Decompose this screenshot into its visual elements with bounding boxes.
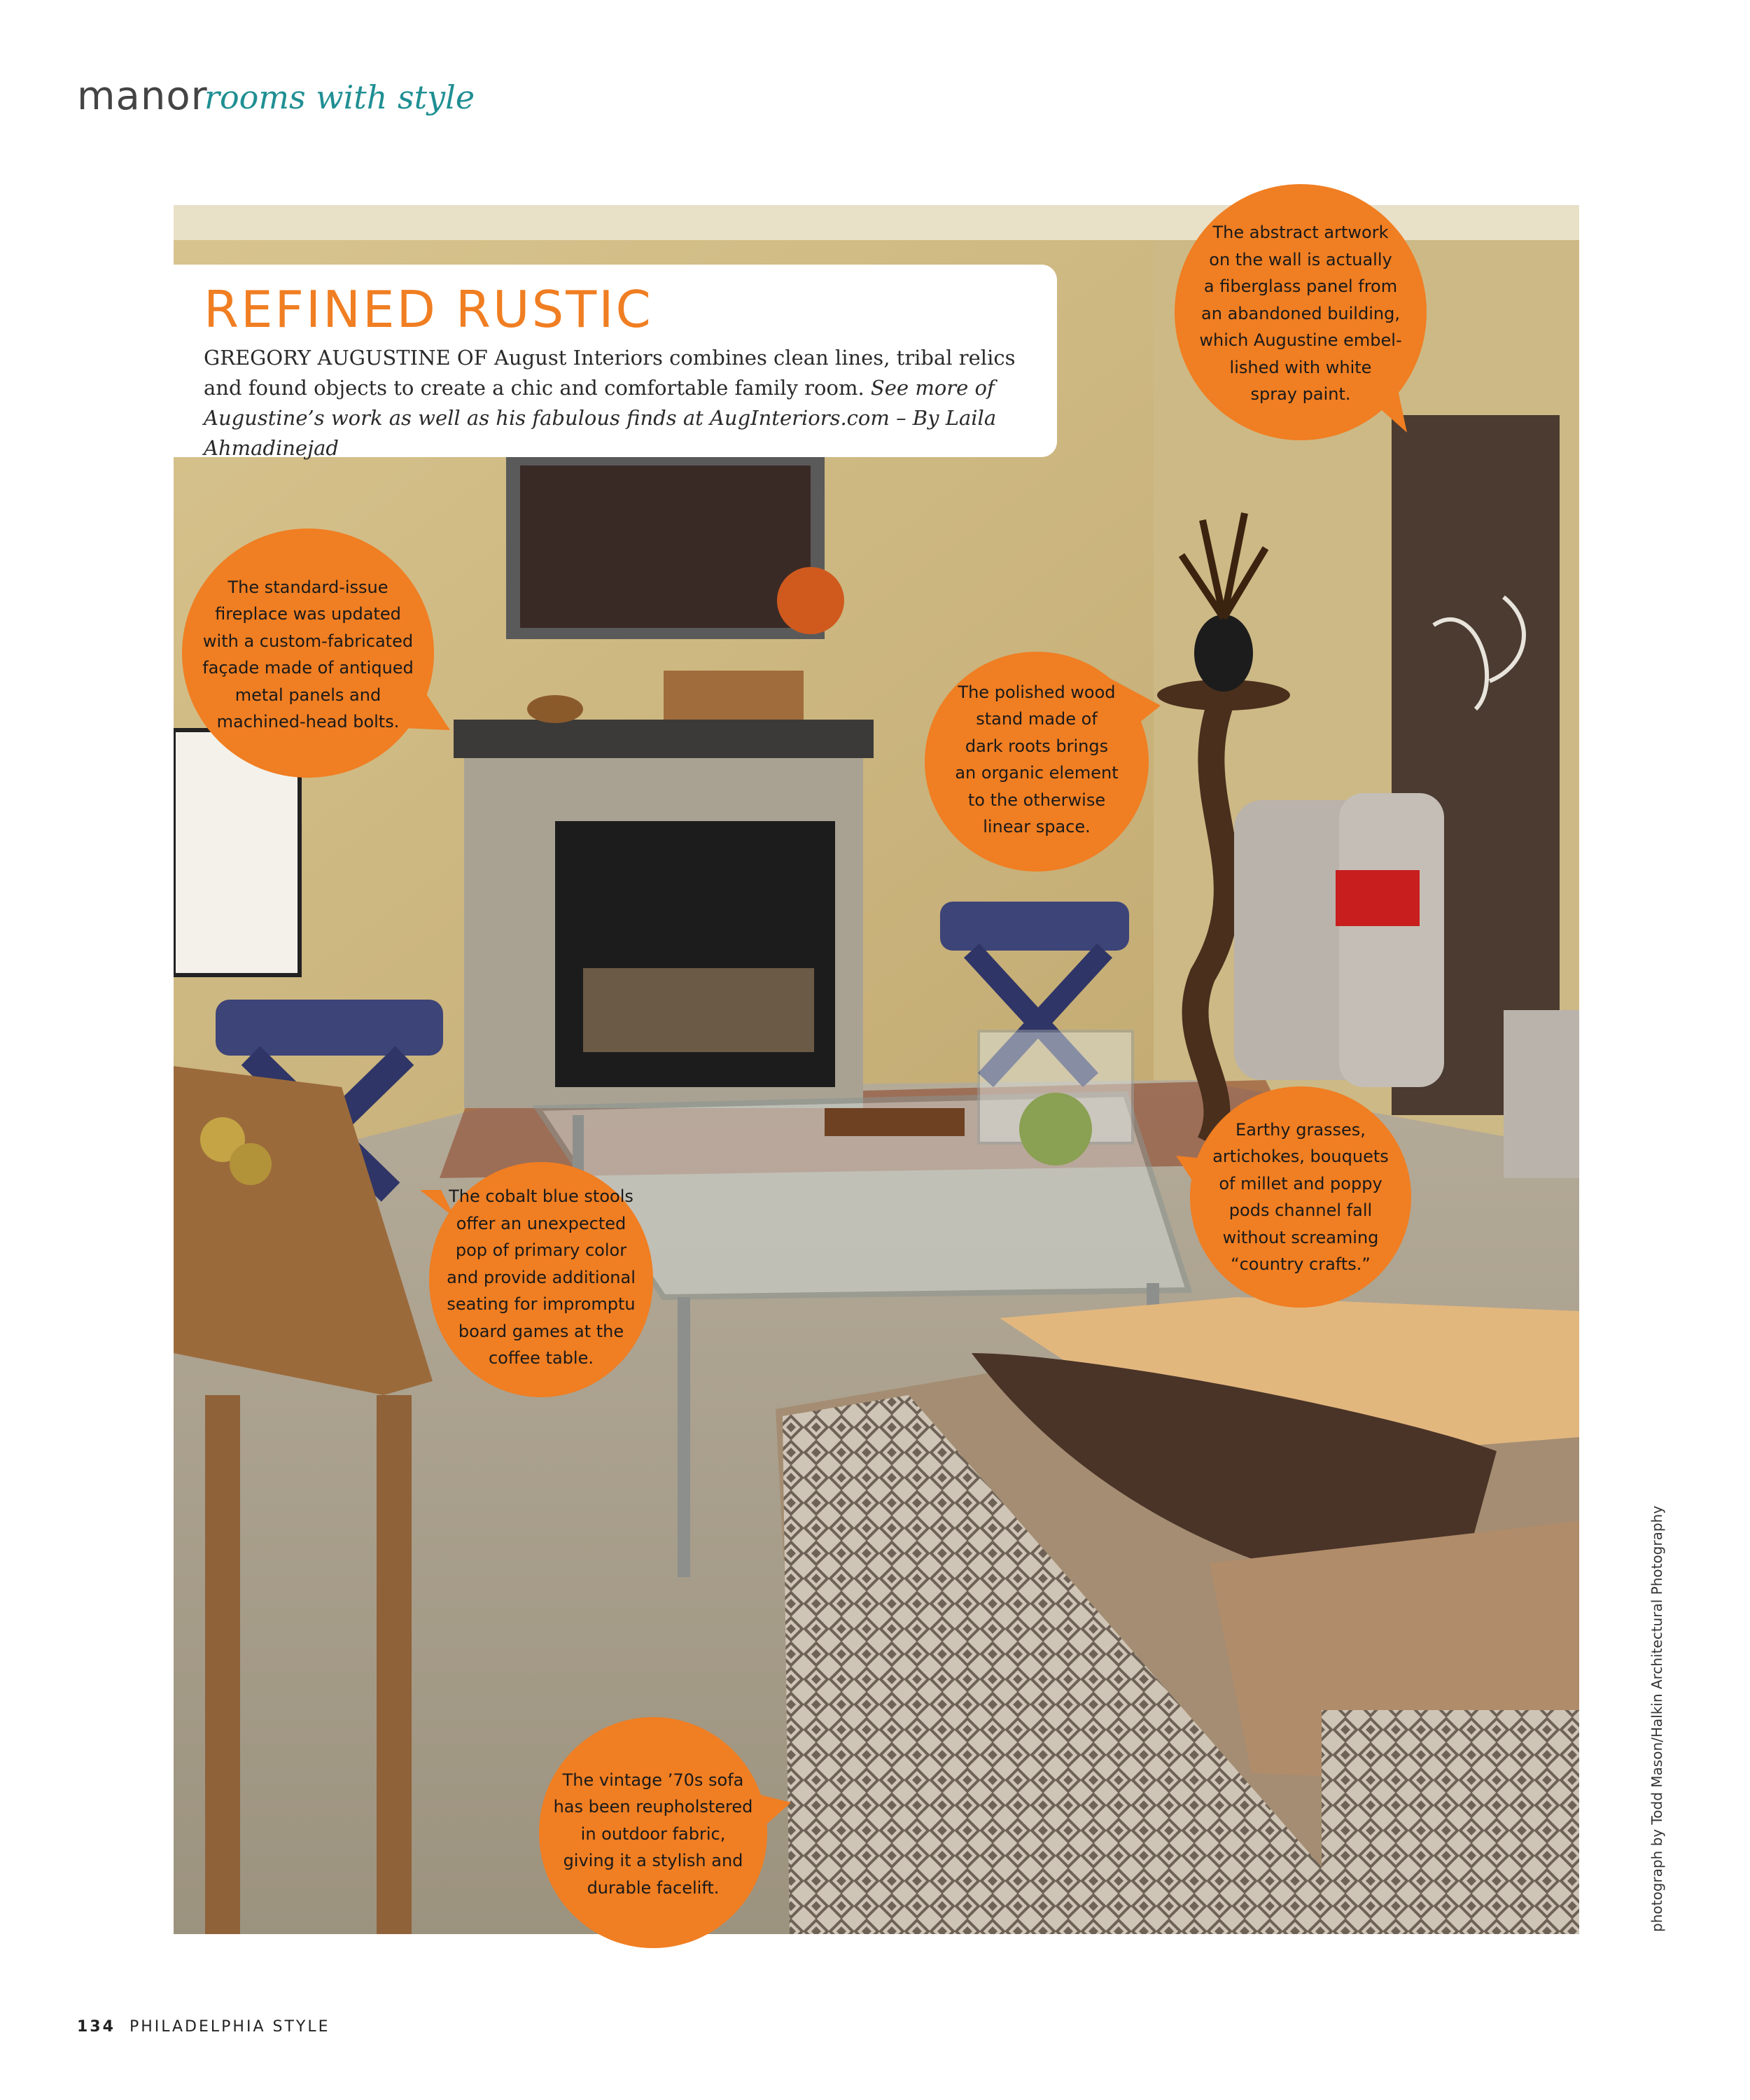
intro-body: August Interiors combines clean lines, tribal relics and found objects to create a chic and comfortable family room. bbox=[204, 346, 1016, 400]
callout-artwork bbox=[1166, 181, 1446, 447]
section-name: manor bbox=[77, 74, 208, 119]
callout-sofa-text: The vintage ’70s sofa has been reupholstered in outdoor fabric, giving it a stylish and durable facelift. bbox=[553, 1770, 753, 1898]
page-number: 134 bbox=[77, 2018, 115, 2036]
callout-fireplace bbox=[178, 525, 451, 784]
page-footer bbox=[77, 2018, 330, 2036]
callout-artwork-text: The abstract artwork on the wall is actually a fiberglass panel from an abandoned building, which Augustine embel- lished with white spray paint. bbox=[1199, 223, 1402, 405]
room-photograph bbox=[174, 205, 1579, 1934]
callout-fireplace-text: The standard-issue fireplace was updated with a custom-fabricated façade made of antiqued metal panels and machined-head bolts. bbox=[202, 577, 414, 732]
callout-sofa bbox=[539, 1715, 791, 1953]
callout-stools bbox=[420, 1155, 658, 1400]
article-title: REFINED RUSTIC bbox=[204, 280, 653, 339]
intro-credit: See more of Augustine’s work as well as his fabulous finds at AugInteriors.com – By Laila Ahmadinejad bbox=[204, 376, 997, 460]
article-title-box bbox=[174, 265, 1057, 460]
article-intro bbox=[204, 343, 1037, 463]
magazine-name: PHILADELPHIA STYLE bbox=[129, 2018, 330, 2036]
callout-stools-text: The cobalt blue stools offer an unexpected pop of primary color and provide additional seating for impromptu board games at the coffee table. bbox=[447, 1186, 636, 1368]
section-subtitle: rooms with style bbox=[204, 78, 475, 116]
callout-wood-stand-text: The polished wood stand made of dark roots brings an organic element to the otherwise linear space. bbox=[955, 682, 1119, 836]
photo-credit: photograph by Todd Mason/Halkin Architectural Photography bbox=[1648, 1505, 1665, 1932]
callout-wood-stand bbox=[923, 644, 1161, 875]
callout-grasses-text: Earthy grasses, artichokes, bouquets of millet and poppy pods channel fall without screaming “country crafts.” bbox=[1212, 1119, 1389, 1274]
callout-grasses bbox=[1176, 1082, 1414, 1312]
room-illustration bbox=[174, 205, 1579, 1934]
intro-lead: GREGORY AUGUSTINE OF bbox=[204, 346, 488, 370]
